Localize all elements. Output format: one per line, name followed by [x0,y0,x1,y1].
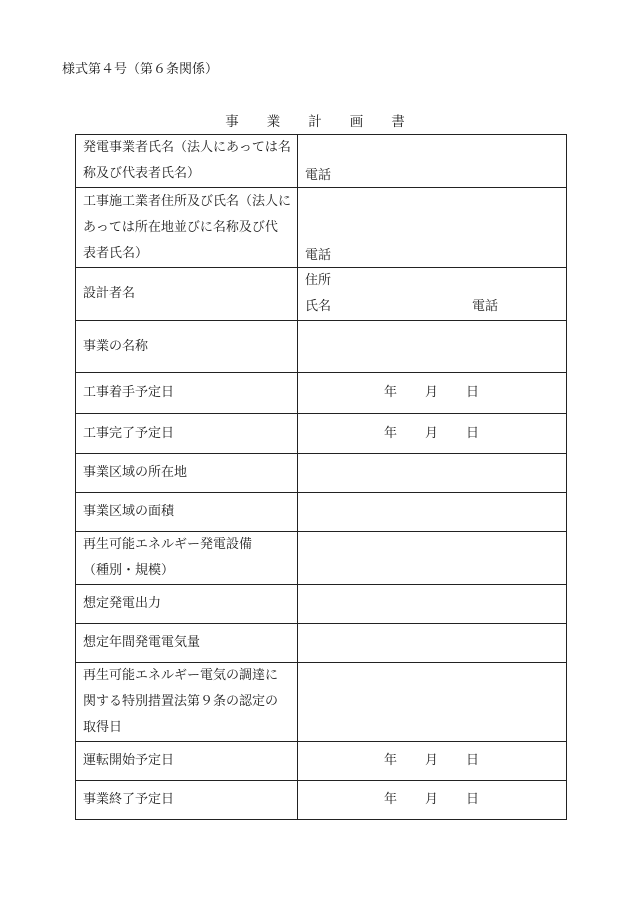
contractor-label-cell [76,188,298,268]
construction-start-label-cell [76,373,298,414]
title-char: 書 [391,114,405,130]
month-marker: 月 [425,753,439,768]
project-end-label: 事業終了予定日 [83,792,175,807]
table-row [76,624,567,663]
project-name-label: 事業の名称 [83,338,149,354]
designer-name-label: 氏名 [305,299,332,314]
equipment-label-line: （種別・規模） [83,563,175,578]
year-marker: 年 [384,385,398,400]
title-char: 画 [349,114,364,130]
annual-energy-label-cell [76,624,298,663]
day-marker: 日 [466,792,480,807]
month-marker: 月 [425,385,439,400]
table-row [76,414,567,454]
annual-energy-label: 想定年間発電電気量 [83,635,201,650]
certification-label-line: 取得日 [83,720,123,735]
construction-start-label: 工事着手予定日 [83,385,175,400]
area-location-label-cell [76,454,298,493]
contractor-label-line: 工事施工業者住所及び氏名（法人に [83,193,292,209]
table-row [76,781,567,820]
contractor-value-cell[interactable] [298,188,567,268]
area-size-label-cell [76,493,298,532]
day-marker: 日 [466,753,480,768]
title-char: 事 [225,114,239,130]
designer-label-cell [76,268,298,321]
document-title [0,113,630,131]
table-row [76,454,567,493]
table-row [76,268,567,321]
equipment-label-line: 再生可能エネルギー発電設備 [83,537,253,552]
form-number: 様式第４号（第６条関係） [62,62,219,77]
title-char: 計 [308,114,322,130]
day-marker: 日 [466,425,480,441]
area-location-value-cell[interactable] [298,454,567,493]
operation-start-label: 運転開始予定日 [83,753,175,768]
operator-label-line: 発電事業者氏名（法人にあっては名 [83,140,291,155]
year-marker: 年 [384,753,398,768]
table-row [76,373,567,414]
area-size-value-cell[interactable] [298,493,567,532]
table-row [76,135,567,188]
designer-label: 設計者名 [83,286,136,301]
table-row [76,663,567,742]
project-end-value-cell[interactable] [298,781,567,820]
operator-phone-label: 電話 [305,167,332,183]
equipment-value-cell[interactable] [298,532,567,585]
construction-end-label-cell [76,414,298,454]
output-label-cell [76,585,298,624]
certification-value-cell[interactable] [298,663,567,742]
equipment-label-cell [76,532,298,585]
contractor-label-line: 表者氏名） [83,245,149,261]
construction-start-value-cell[interactable] [298,373,567,414]
designer-phone-label: 電話 [472,299,499,314]
certification-label-cell [76,663,298,742]
table-row [76,188,567,268]
table-row [76,321,567,373]
output-label: 想定発電出力 [83,596,162,611]
project-end-label-cell [76,781,298,820]
operator-label-line: 称及び代表者氏名） [83,166,201,181]
area-size-label: 事業区域の面積 [83,504,175,519]
designer-value-cell[interactable] [298,268,567,321]
month-marker: 月 [425,792,439,807]
year-marker: 年 [384,792,398,807]
business-plan-table [75,134,567,820]
area-location-label: 事業区域の所在地 [83,465,188,480]
day-marker: 日 [466,385,480,400]
operator-value-cell[interactable] [298,135,567,188]
certification-label-line: 関する特別措置法第９条の認定の [83,694,279,709]
title-char: 業 [266,114,281,130]
operation-start-value-cell[interactable] [298,742,567,781]
operation-start-label-cell [76,742,298,781]
construction-end-value-cell[interactable] [298,414,567,454]
output-value-cell[interactable] [298,585,567,624]
contractor-label-line: あっては所在地並びに名称及び代 [83,219,278,235]
year-marker: 年 [384,425,398,441]
project-name-label-cell [76,321,298,373]
month-marker: 月 [425,425,439,441]
operator-label-cell [76,135,298,188]
contractor-phone-label: 電話 [305,248,332,263]
construction-end-label: 工事完了予定日 [83,425,175,441]
certification-label-line: 再生可能エネルギー電気の調達に [83,668,279,683]
designer-address-label: 住所 [305,273,332,288]
project-name-value-cell[interactable] [298,321,567,373]
table-row [76,585,567,624]
table-row [76,493,567,532]
annual-energy-value-cell[interactable] [298,624,567,663]
table-row [76,532,567,585]
table-row [76,742,567,781]
